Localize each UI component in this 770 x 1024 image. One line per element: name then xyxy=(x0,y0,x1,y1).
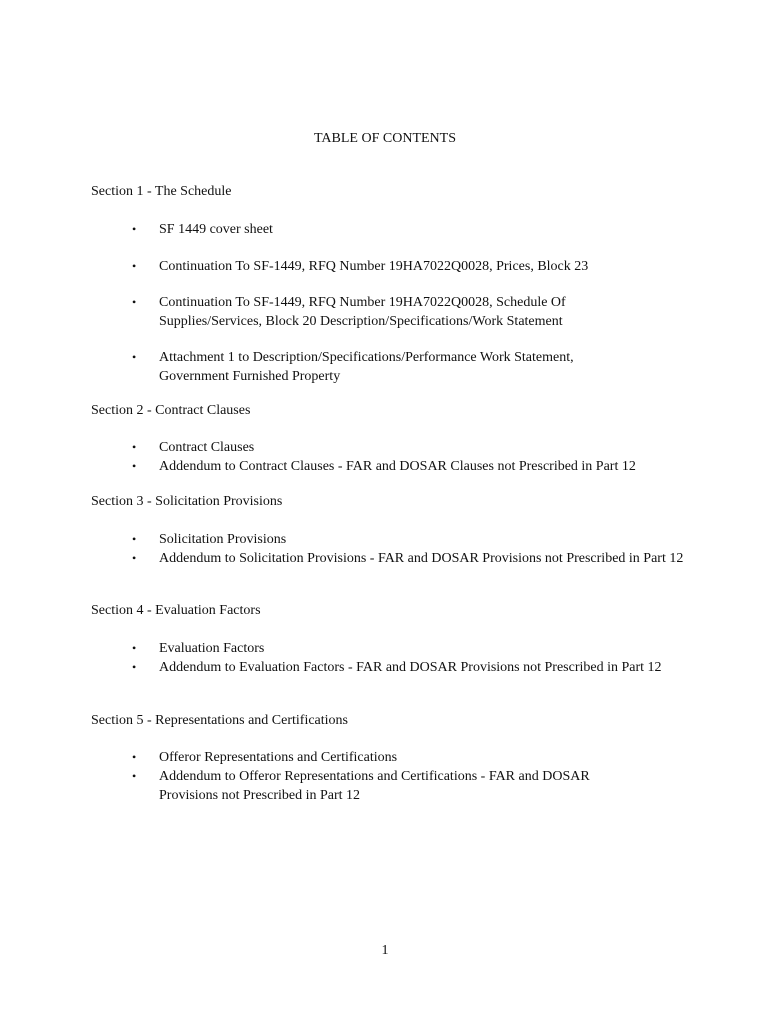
list-item xyxy=(132,549,688,568)
list-item-text: Continuation To SF-1449, RFQ Number 19HA7022Q0028, Schedule Of Supplies/Services, Block 20 Description/Specifications/Work Statement xyxy=(159,295,566,329)
section-3-heading: Section 3 - Solicitation Provisions xyxy=(91,494,283,509)
list-item xyxy=(132,438,692,457)
bullet-icon: • xyxy=(132,222,137,236)
list-item xyxy=(132,293,612,331)
list-item xyxy=(132,220,692,239)
bullet-icon: • xyxy=(132,350,137,364)
list-item-text: Addendum to Evaluation Factors - FAR and DOSAR Provisions not Prescribed in Part 12 xyxy=(159,660,662,675)
bullet-icon: • xyxy=(132,750,137,764)
list-item-text: Addendum to Solicitation Provisions - FAR and DOSAR Provisions not Prescribed in Part 12 xyxy=(159,551,684,566)
section-1-heading: Section 1 - The Schedule xyxy=(91,184,232,199)
list-item xyxy=(132,639,692,658)
list-item-text: SF 1449 cover sheet xyxy=(159,222,273,237)
bullet-icon: • xyxy=(132,459,137,473)
bullet-icon: • xyxy=(132,641,137,655)
bullet-icon: • xyxy=(132,660,137,674)
list-item xyxy=(132,658,667,677)
list-item-text: Solicitation Provisions xyxy=(159,532,287,547)
bullet-icon: • xyxy=(132,259,137,273)
list-item-text: Addendum to Contract Clauses - FAR and DOSAR Clauses not Prescribed in Part 12 xyxy=(159,459,636,474)
section-4-heading: Section 4 - Evaluation Factors xyxy=(91,603,261,618)
list-item xyxy=(132,530,692,549)
list-item-text: Attachment 1 to Description/Specifications/Performance Work Statement, Government Furnished Property xyxy=(159,350,574,384)
section-5-heading: Section 5 - Representations and Certifications xyxy=(91,713,348,728)
list-item xyxy=(132,748,692,767)
bullet-icon: • xyxy=(132,551,137,565)
document-title: TABLE OF CONTENTS xyxy=(314,131,456,146)
list-item-text: Contract Clauses xyxy=(159,440,255,455)
list-item xyxy=(132,767,632,805)
list-item-text: Continuation To SF-1449, RFQ Number 19HA7022Q0028, Prices, Block 23 xyxy=(159,259,589,274)
list-item xyxy=(132,348,622,386)
list-item xyxy=(132,257,692,276)
list-item xyxy=(132,457,692,476)
page-number: 1 xyxy=(381,943,389,958)
bullet-icon: • xyxy=(132,440,137,454)
bullet-icon: • xyxy=(132,532,137,546)
bullet-icon: • xyxy=(132,295,137,309)
list-item-text: Offeror Representations and Certifications xyxy=(159,750,398,765)
bullet-icon: • xyxy=(132,769,137,783)
list-item-text: Evaluation Factors xyxy=(159,641,265,656)
list-item-text: Addendum to Offeror Representations and Certifications - FAR and DOSAR Provisions not Prescribed in Part 12 xyxy=(159,769,590,803)
section-2-heading: Section 2 - Contract Clauses xyxy=(91,403,251,418)
